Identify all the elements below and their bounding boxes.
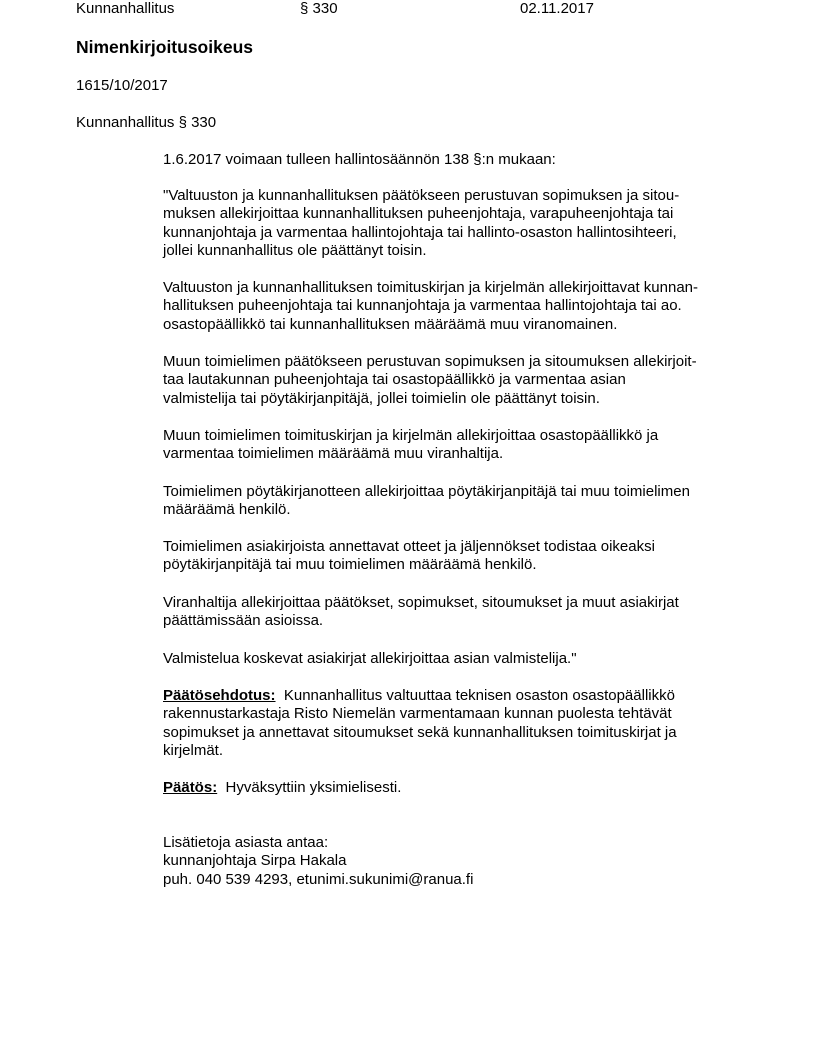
- contact-person: kunnanjohtaja Sirpa Hakala: [163, 852, 347, 870]
- paragraph: [163, 353, 753, 408]
- paragraph: [163, 594, 753, 631]
- paragraph: [163, 650, 753, 668]
- header-section: § 330: [300, 0, 338, 17]
- paragraph-line: Toimielimen asiakirjoista annettavat otteet ja jäljennökset todistaa oikeaksi: [163, 538, 655, 555]
- paragraph: [163, 483, 753, 520]
- paragraph-line: määräämä henkilö.: [163, 501, 291, 519]
- proposal-line: sopimukset ja annettavat sitoumukset sekä kunnanhallituksen toimituskirjat ja: [163, 723, 677, 741]
- paragraph-line: taa lautakunnan puheenjohtaja tai osastopäällikkö ja varmentaa asian: [163, 371, 626, 389]
- decision-label: Päätös:: [163, 779, 218, 796]
- contact-details: puh. 040 539 4293, etunimi.sukunimi@ranua.fi: [163, 870, 474, 888]
- paragraph-line: Valmistelua koskevat asiakirjat allekirjoittaa asian valmistelija.": [163, 650, 577, 667]
- header-organ: Kunnanhallitus: [76, 0, 175, 17]
- paragraph-line: Viranhaltija allekirjoittaa päätökset, sopimukset, sitoumukset ja muut asiakirjat: [163, 594, 679, 611]
- proposal-line: rakennustarkastaja Risto Niemelän varmentamaan kunnan puolesta tehtävät: [163, 705, 672, 723]
- contact-heading: Lisätietoja asiasta antaa:: [163, 834, 329, 851]
- decision-text: Hyväksyttiin yksimielisesti.: [225, 779, 402, 796]
- paragraph-line: Muun toimielimen toimituskirjan ja kirjelmän allekirjoittaa osastopäällikkö ja: [163, 427, 659, 444]
- paragraph: [163, 279, 753, 334]
- paragraph-line: Toimielimen pöytäkirjanotteen allekirjoittaa pöytäkirjanpitäjä tai muu toimielimen: [163, 483, 690, 500]
- proposal-line: kirjelmät.: [163, 742, 224, 760]
- meeting-reference: Kunnanhallitus § 330: [76, 114, 217, 131]
- paragraph: [163, 427, 753, 464]
- paragraph: [163, 538, 753, 575]
- paragraph: [163, 187, 753, 261]
- paragraph-line: muksen allekirjoittaa kunnanhallituksen puheenjohtaja, varapuheenjohtaja tai: [163, 205, 674, 223]
- header-date: 02.11.2017: [520, 0, 594, 17]
- paragraph-line: päättämissään asioissa.: [163, 612, 324, 630]
- paragraph-line: kunnanjohtaja ja varmentaa hallintojohtaja tai hallinto-osaston hallintosihteeri,: [163, 223, 677, 241]
- paragraph-line: pöytäkirjanpitäjä tai muu toimielimen määräämä henkilö.: [163, 556, 537, 574]
- paragraph-line: varmentaa toimielimen määräämä muu viranhaltija.: [163, 445, 504, 463]
- paragraph-line: Muun toimielimen päätökseen perustuvan sopimuksen ja sitoumuksen allekirjoit-: [163, 353, 697, 370]
- intro-text: 1.6.2017 voimaan tulleen hallintosäännön 138 §:n mukaan:: [163, 151, 556, 168]
- record-number: 1615/10/2017: [76, 77, 168, 94]
- proposal-line: Kunnanhallitus valtuuttaa teknisen osaston osastopäällikkö: [283, 687, 675, 704]
- decision: [163, 779, 753, 797]
- paragraph-line: hallituksen puheenjohtaja tai kunnanjohtaja ja varmentaa hallintojohtaja tai ao.: [163, 297, 682, 315]
- page-title: Nimenkirjoitusoikeus: [76, 37, 253, 57]
- contact-info: [163, 834, 753, 889]
- paragraph-line: Valtuuston ja kunnanhallituksen toimituskirjan ja kirjelmän allekirjoittavat kunnan-: [163, 279, 698, 296]
- paragraph-line: valmistelija tai pöytäkirjanpitäjä, jollei toimielin ole päättänyt toisin.: [163, 389, 600, 407]
- paragraph-line: osastopäällikkö tai kunnanhallituksen määräämä muu viranomainen.: [163, 315, 618, 333]
- proposal-label: Päätösehdotus:: [163, 687, 276, 704]
- paragraph-line: "Valtuuston ja kunnanhallituksen päätökseen perustuvan sopimuksen ja sitou-: [163, 187, 680, 204]
- paragraph-line: jollei kunnanhallitus ole päättänyt toisin.: [163, 242, 427, 260]
- decision-proposal: [163, 687, 753, 761]
